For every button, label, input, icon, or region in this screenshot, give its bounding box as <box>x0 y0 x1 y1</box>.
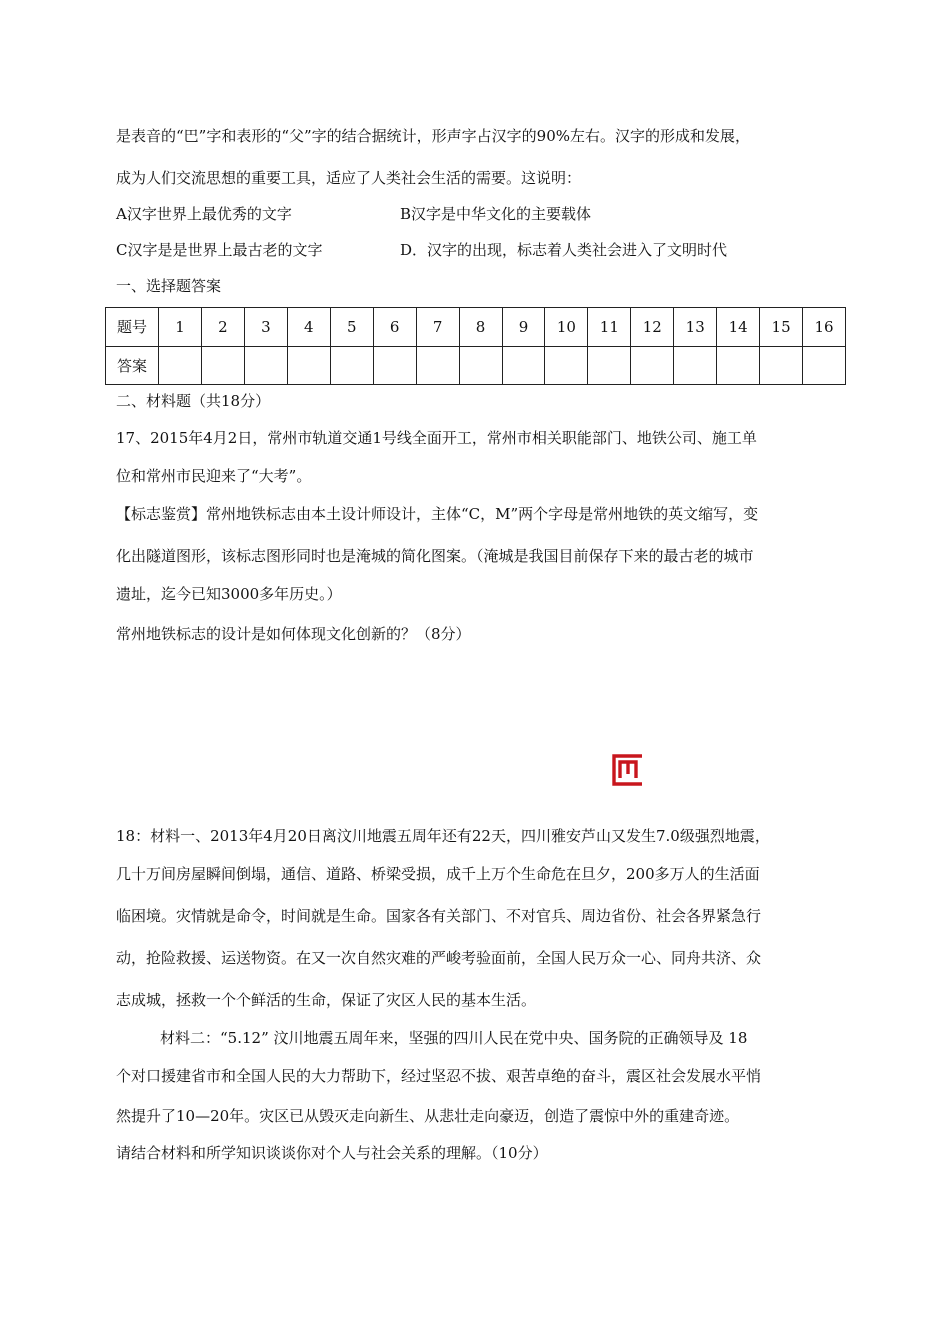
question-number-cell: 10 <box>545 308 588 347</box>
answer-cell[interactable] <box>330 346 373 385</box>
q18-line-3: 临困境。灾情就是命令，时间就是生命。国家各有关部门、不对官兵、周边省份、社会各界紧急行 <box>116 907 762 925</box>
intro-line-1: 是表音的“巴”字和表形的“父”字的结合据统计，形声字占汉字的90%左右。汉字的形成和发展， <box>116 127 751 145</box>
answer-table <box>105 307 846 385</box>
question-number-cell: 5 <box>330 308 373 347</box>
question-number-cell: 13 <box>674 308 717 347</box>
section2-title: 二、材料题（共18分） <box>116 392 271 410</box>
intro-line-2: 成为人们交流思想的重要工具，适应了人类社会生活的需要。这说明： <box>116 169 582 187</box>
q18-line-5: 志成城，拯救一个个鲜活的生命，保证了灾区人民的基本生活。 <box>116 991 537 1009</box>
q17-line-1: 17、2015年4月2日，常州市轨道交通1号线全面开工，常州市相关职能部门、地铁公司、施工单 <box>116 429 757 447</box>
option-b: B汉字是中华文化的主要载体 <box>400 205 592 223</box>
answer-cell[interactable] <box>373 346 416 385</box>
q18-question: 请结合材料和所学知识谈谈你对个人与社会关系的理解。（10分） <box>116 1144 548 1162</box>
question-number-cell: 6 <box>373 308 416 347</box>
answer-cell[interactable] <box>631 346 674 385</box>
changzhou-metro-logo-icon <box>612 752 644 786</box>
answer-cell[interactable] <box>201 346 244 385</box>
q18-line-8: 然提升了10—20年。灾区已从毁灭走向新生、从悲壮走向豪迈，创造了震惊中外的重建奇迹。 <box>116 1107 740 1125</box>
question-number-cell: 16 <box>803 308 846 347</box>
q18-line-7: 个对口援建省市和全国人民的大力帮助下，经过坚忍不拔、艰苦卓绝的奋斗，震区社会发展水平悄 <box>116 1067 762 1085</box>
q17-line-4: 化出隧道图形，该标志图形同时也是淹城的简化图案。（淹城是我国目前保存下来的最古老的城市 <box>116 547 754 565</box>
answer-cell[interactable] <box>416 346 459 385</box>
q18-line-1: 18：材料一、2013年4月20日离汶川地震五周年还有22天，四川雅安芦山又发生7.0级强烈地震， <box>116 827 770 845</box>
question-number-cell: 1 <box>159 308 202 347</box>
question-number-cell: 11 <box>588 308 631 347</box>
question-number-cell: 12 <box>631 308 674 347</box>
question-number-cell: 15 <box>760 308 803 347</box>
answer-table-number-row <box>106 308 846 347</box>
q17-line-2: 位和常州市民迎来了“大考”。 <box>116 467 312 485</box>
option-d: D．汉字的出现，标志着人类社会进入了文明时代 <box>400 241 728 259</box>
row-label-number: 题号 <box>106 308 159 347</box>
answer-cell[interactable] <box>459 346 502 385</box>
answer-cell[interactable] <box>760 346 803 385</box>
question-number-cell: 3 <box>244 308 287 347</box>
row-label-answer: 答案 <box>106 346 159 385</box>
section1-title: 一、选择题答案 <box>116 277 222 295</box>
q18-line-6: 材料二：“5.12” 汶川地震五周年来，坚强的四川人民在党中央、国务院的正确领导及 18 <box>160 1029 748 1047</box>
q17-line-3: 【标志鉴赏】常州地铁标志由本土设计师设计，主体“C，M”两个字母是常州地铁的英文缩写，变 <box>116 505 759 523</box>
answer-cell[interactable] <box>588 346 631 385</box>
answer-cell[interactable] <box>159 346 202 385</box>
question-number-cell: 9 <box>502 308 545 347</box>
answer-cell[interactable] <box>287 346 330 385</box>
answer-table-answer-row <box>106 346 846 385</box>
q18-line-4: 动，抢险救援、运送物资。在又一次自然灾难的严峻考验面前，全国人民万众一心、同舟共济、众 <box>116 949 762 967</box>
q17-line-5: 遗址，迄今已知3000多年历史。） <box>116 585 342 603</box>
option-a: A汉字世界上最优秀的文字 <box>116 205 292 223</box>
q18-line-2: 几十万间房屋瞬间倒塌，通信、道路、桥梁受损，成千上万个生命危在旦夕，200多万人的生活面 <box>116 865 760 883</box>
q17-question: 常州地铁标志的设计是如何体现文化创新的？（8分） <box>116 625 471 643</box>
option-c: C汉字是是世界上最古老的文字 <box>116 241 323 259</box>
question-number-cell: 4 <box>287 308 330 347</box>
answer-cell[interactable] <box>674 346 717 385</box>
answer-cell[interactable] <box>545 346 588 385</box>
answer-cell[interactable] <box>244 346 287 385</box>
question-number-cell: 2 <box>201 308 244 347</box>
answer-cell[interactable] <box>803 346 846 385</box>
answer-cell[interactable] <box>717 346 760 385</box>
answer-cell[interactable] <box>502 346 545 385</box>
question-number-cell: 7 <box>416 308 459 347</box>
question-number-cell: 14 <box>717 308 760 347</box>
question-number-cell: 8 <box>459 308 502 347</box>
